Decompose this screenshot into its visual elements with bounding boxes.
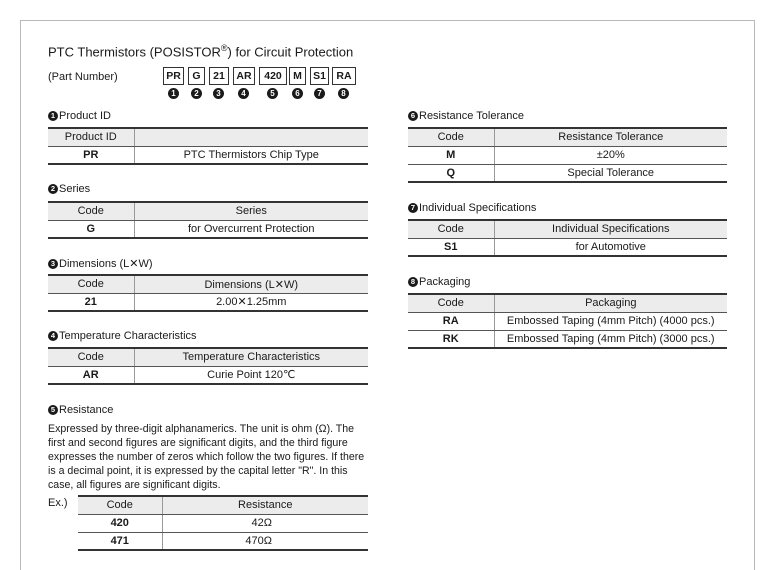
product-id-table (48, 127, 368, 165)
column-header: Code (408, 294, 494, 312)
table-header-row (48, 128, 368, 146)
table-row (48, 146, 368, 164)
section-heading-tolerance: 6 Resistance Tolerance (408, 110, 524, 122)
column-header: Dimensions (L✕W) (134, 275, 368, 293)
value-cell: PTC Thermistors Chip Type (134, 146, 368, 164)
value-cell: 42Ω (162, 514, 368, 532)
code-cell: Q (408, 164, 494, 182)
table-row (48, 293, 368, 311)
part-number-index: 3 (213, 88, 224, 99)
series-table (48, 201, 368, 239)
table-row (78, 514, 368, 532)
part-number-index: 8 (338, 88, 349, 99)
code-cell: RK (408, 330, 494, 348)
value-cell: Embossed Taping (4mm Pitch) (3000 pcs.) (494, 330, 727, 348)
code-cell: M (408, 146, 494, 164)
value-cell: 470Ω (162, 532, 368, 550)
code-cell: AR (48, 366, 134, 384)
part-number-box: G (188, 67, 205, 85)
page-title: PTC Thermistors (POSISTOR®) for Circuit Protection (48, 43, 354, 60)
table-header-row (408, 294, 727, 312)
value-cell: Embossed Taping (4mm Pitch) (4000 pcs.) (494, 312, 727, 330)
column-header: Resistance (162, 496, 368, 514)
part-number-box: RA (332, 67, 356, 85)
section-heading-packaging: 8 Packaging (408, 276, 470, 288)
section-heading-series: 2 Series (48, 183, 90, 195)
section-number-badge: 6 (408, 111, 418, 121)
part-number-box: PR (163, 67, 184, 85)
part-number-box: M (289, 67, 306, 85)
table-row (408, 312, 727, 330)
resistance-example-table (78, 495, 368, 551)
section-number-badge: 2 (48, 184, 58, 194)
part-number-box: 21 (209, 67, 229, 85)
table-row (408, 164, 727, 182)
value-cell: Curie Point 120℃ (134, 366, 368, 384)
column-header: Code (48, 348, 134, 366)
section-number-badge: 8 (408, 277, 418, 287)
code-cell: PR (48, 146, 134, 164)
section-heading-product-id: 1 Product ID (48, 110, 111, 122)
part-number-box: S1 (310, 67, 329, 85)
individual-spec-table (408, 219, 727, 257)
section-heading-individual: 7 Individual Specifications (408, 202, 536, 214)
resistance-description: Expressed by three-digit alphanamerics. The unit is ohm (Ω). The first and second figures are significant digits, and the third figure expresses the number of zeros which follow the two figures. If there is a decimal point, it is expressed by the capital letter "R". In this case, all figures are significant digits. (48, 423, 365, 491)
column-header: Series (134, 202, 368, 220)
column-header: Individual Specifications (494, 220, 727, 238)
table-row (48, 366, 368, 384)
part-number-index: 4 (238, 88, 249, 99)
part-number-index: 2 (191, 88, 202, 99)
code-cell: G (48, 220, 134, 238)
table-header-row (408, 220, 727, 238)
dimensions-table (48, 274, 368, 312)
value-cell: for Overcurrent Protection (134, 220, 368, 238)
table-row (408, 330, 727, 348)
table-header-row (48, 202, 368, 220)
part-number-index: 5 (267, 88, 278, 99)
code-cell: 471 (78, 532, 162, 550)
part-number-index: 6 (292, 88, 303, 99)
part-number-box: AR (233, 67, 255, 85)
example-label: Ex.) (48, 497, 68, 509)
column-header: Resistance Tolerance (494, 128, 727, 146)
column-header: Temperature Characteristics (134, 348, 368, 366)
section-number-badge: 4 (48, 331, 58, 341)
table-row (78, 532, 368, 550)
code-cell: 420 (78, 514, 162, 532)
value-cell: Special Tolerance (494, 164, 727, 182)
part-number-box: 420 (259, 67, 287, 85)
code-cell: S1 (408, 238, 494, 256)
table-row (408, 238, 727, 256)
part-number-index: 1 (168, 88, 179, 99)
section-heading-resistance: 5 Resistance (48, 404, 113, 416)
column-header: Code (48, 275, 134, 293)
value-cell: 2.00✕1.25mm (134, 293, 368, 311)
column-header: Product ID (48, 128, 134, 146)
table-header-row (48, 348, 368, 366)
column-header (134, 128, 368, 146)
table-row (48, 220, 368, 238)
table-header-row (408, 128, 727, 146)
section-heading-temperature: 4 Temperature Characteristics (48, 330, 197, 342)
value-cell: for Automotive (494, 238, 727, 256)
section-number-badge: 3 (48, 259, 58, 269)
column-header: Packaging (494, 294, 727, 312)
packaging-table (408, 293, 727, 349)
value-cell: ±20% (494, 146, 727, 164)
part-number-label: (Part Number) (48, 71, 118, 83)
part-number-index: 7 (314, 88, 325, 99)
column-header: Code (78, 496, 162, 514)
temperature-table (48, 347, 368, 385)
code-cell: 21 (48, 293, 134, 311)
section-number-badge: 5 (48, 405, 58, 415)
column-header: Code (408, 220, 494, 238)
section-number-badge: 1 (48, 111, 58, 121)
column-header: Code (48, 202, 134, 220)
tolerance-table (408, 127, 727, 183)
section-heading-dimensions: 3 Dimensions (L✕W) (48, 257, 153, 270)
code-cell: RA (408, 312, 494, 330)
table-row (408, 146, 727, 164)
section-number-badge: 7 (408, 203, 418, 213)
table-header-row (48, 275, 368, 293)
column-header: Code (408, 128, 494, 146)
table-header-row (78, 496, 368, 514)
